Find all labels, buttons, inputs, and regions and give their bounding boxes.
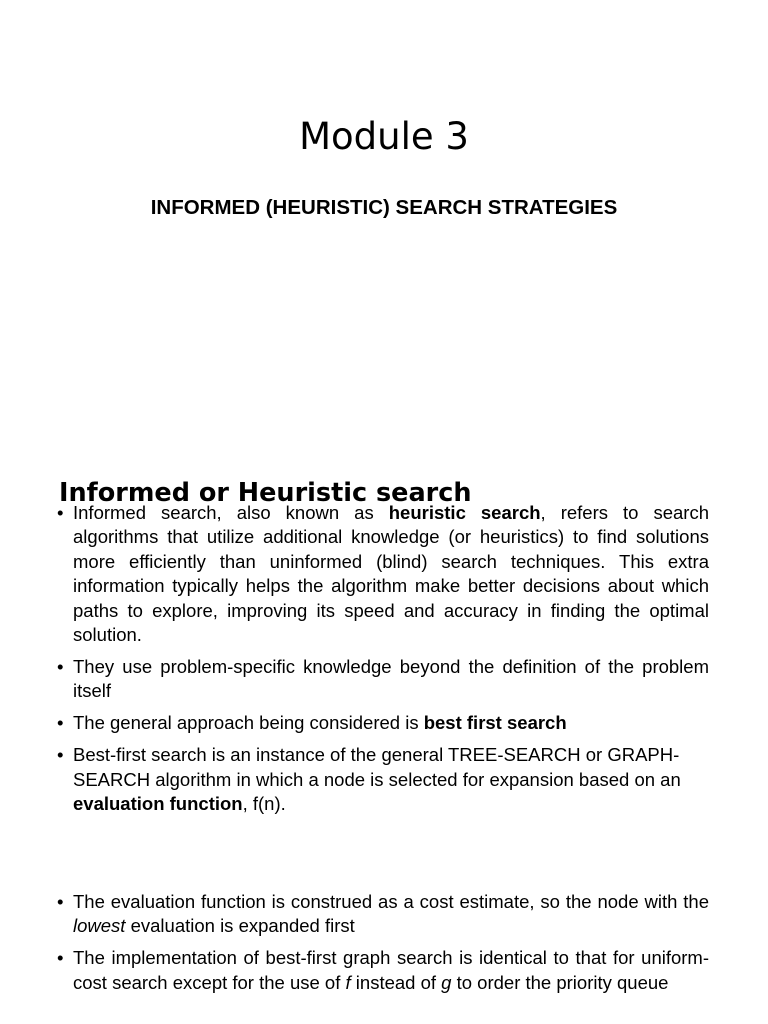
bullet-text: evaluation is expanded first [125,915,355,937]
module-title: Module 3 [299,114,469,158]
bullet-item [57,501,709,647]
bullet-text: to order the priority queue [451,971,669,993]
bullet-dot: • [57,655,64,677]
bullet-text: Informed search, also known as [73,502,389,523]
module-subtitle: INFORMED (HEURISTIC) SEARCH STRATEGIES [150,196,618,219]
bullet-text: , refers to search algorithms that utilize additional knowledge (or heuristics) to find solutions more efficiently than uninformed (blind) search techniques. This extra information typically helps the algorithm make better decisions about which paths to explore, improving its speed and accuracy in finding the optimal solution. [73,502,710,646]
title-slide [0,0,768,440]
bullet-item [57,743,709,816]
bullet-text: , f(n). [242,792,286,814]
section-heading: Informed or Heuristic search [59,478,472,509]
bullet-dot: • [57,891,64,912]
bullet-italic-term: g [441,971,452,993]
bullet-text: instead of [350,971,442,993]
bullet-bold-term: evaluation function [73,792,243,814]
bullet-dot: • [57,744,64,766]
bullet-text: They use problem-specific knowledge beyond the definition of the problem itself [73,655,709,702]
bullet-item [57,655,709,704]
bullet-text: The general approach being considered is [73,712,424,734]
bullet-list-lower [57,890,709,1003]
bullet-text: The implementation of best-first graph search is identical to that for uniform-cost search except for the use of [73,947,709,993]
bullet-item [57,890,709,939]
bullet-bold-term: heuristic search [388,502,541,523]
bullet-bold-term: best first search [423,712,567,734]
bullet-italic-term: lowest [73,915,126,937]
bullet-text: Best-first search is an instance of the general TREE-SEARCH or GRAPH-SEARCH algorithm in which a node is selected for expansion based on an [73,744,681,790]
bullet-list-upper [57,501,709,824]
bullet-item [57,711,709,735]
bullet-dot: • [57,712,64,734]
bullet-item [57,946,709,995]
content-slide [0,440,768,1024]
bullet-text: The evaluation function is construed as a cost estimate, so the node with the [73,891,709,912]
bullet-italic-term: f [345,971,351,993]
bullet-dot: • [57,502,64,523]
bullet-dot: • [57,947,64,969]
